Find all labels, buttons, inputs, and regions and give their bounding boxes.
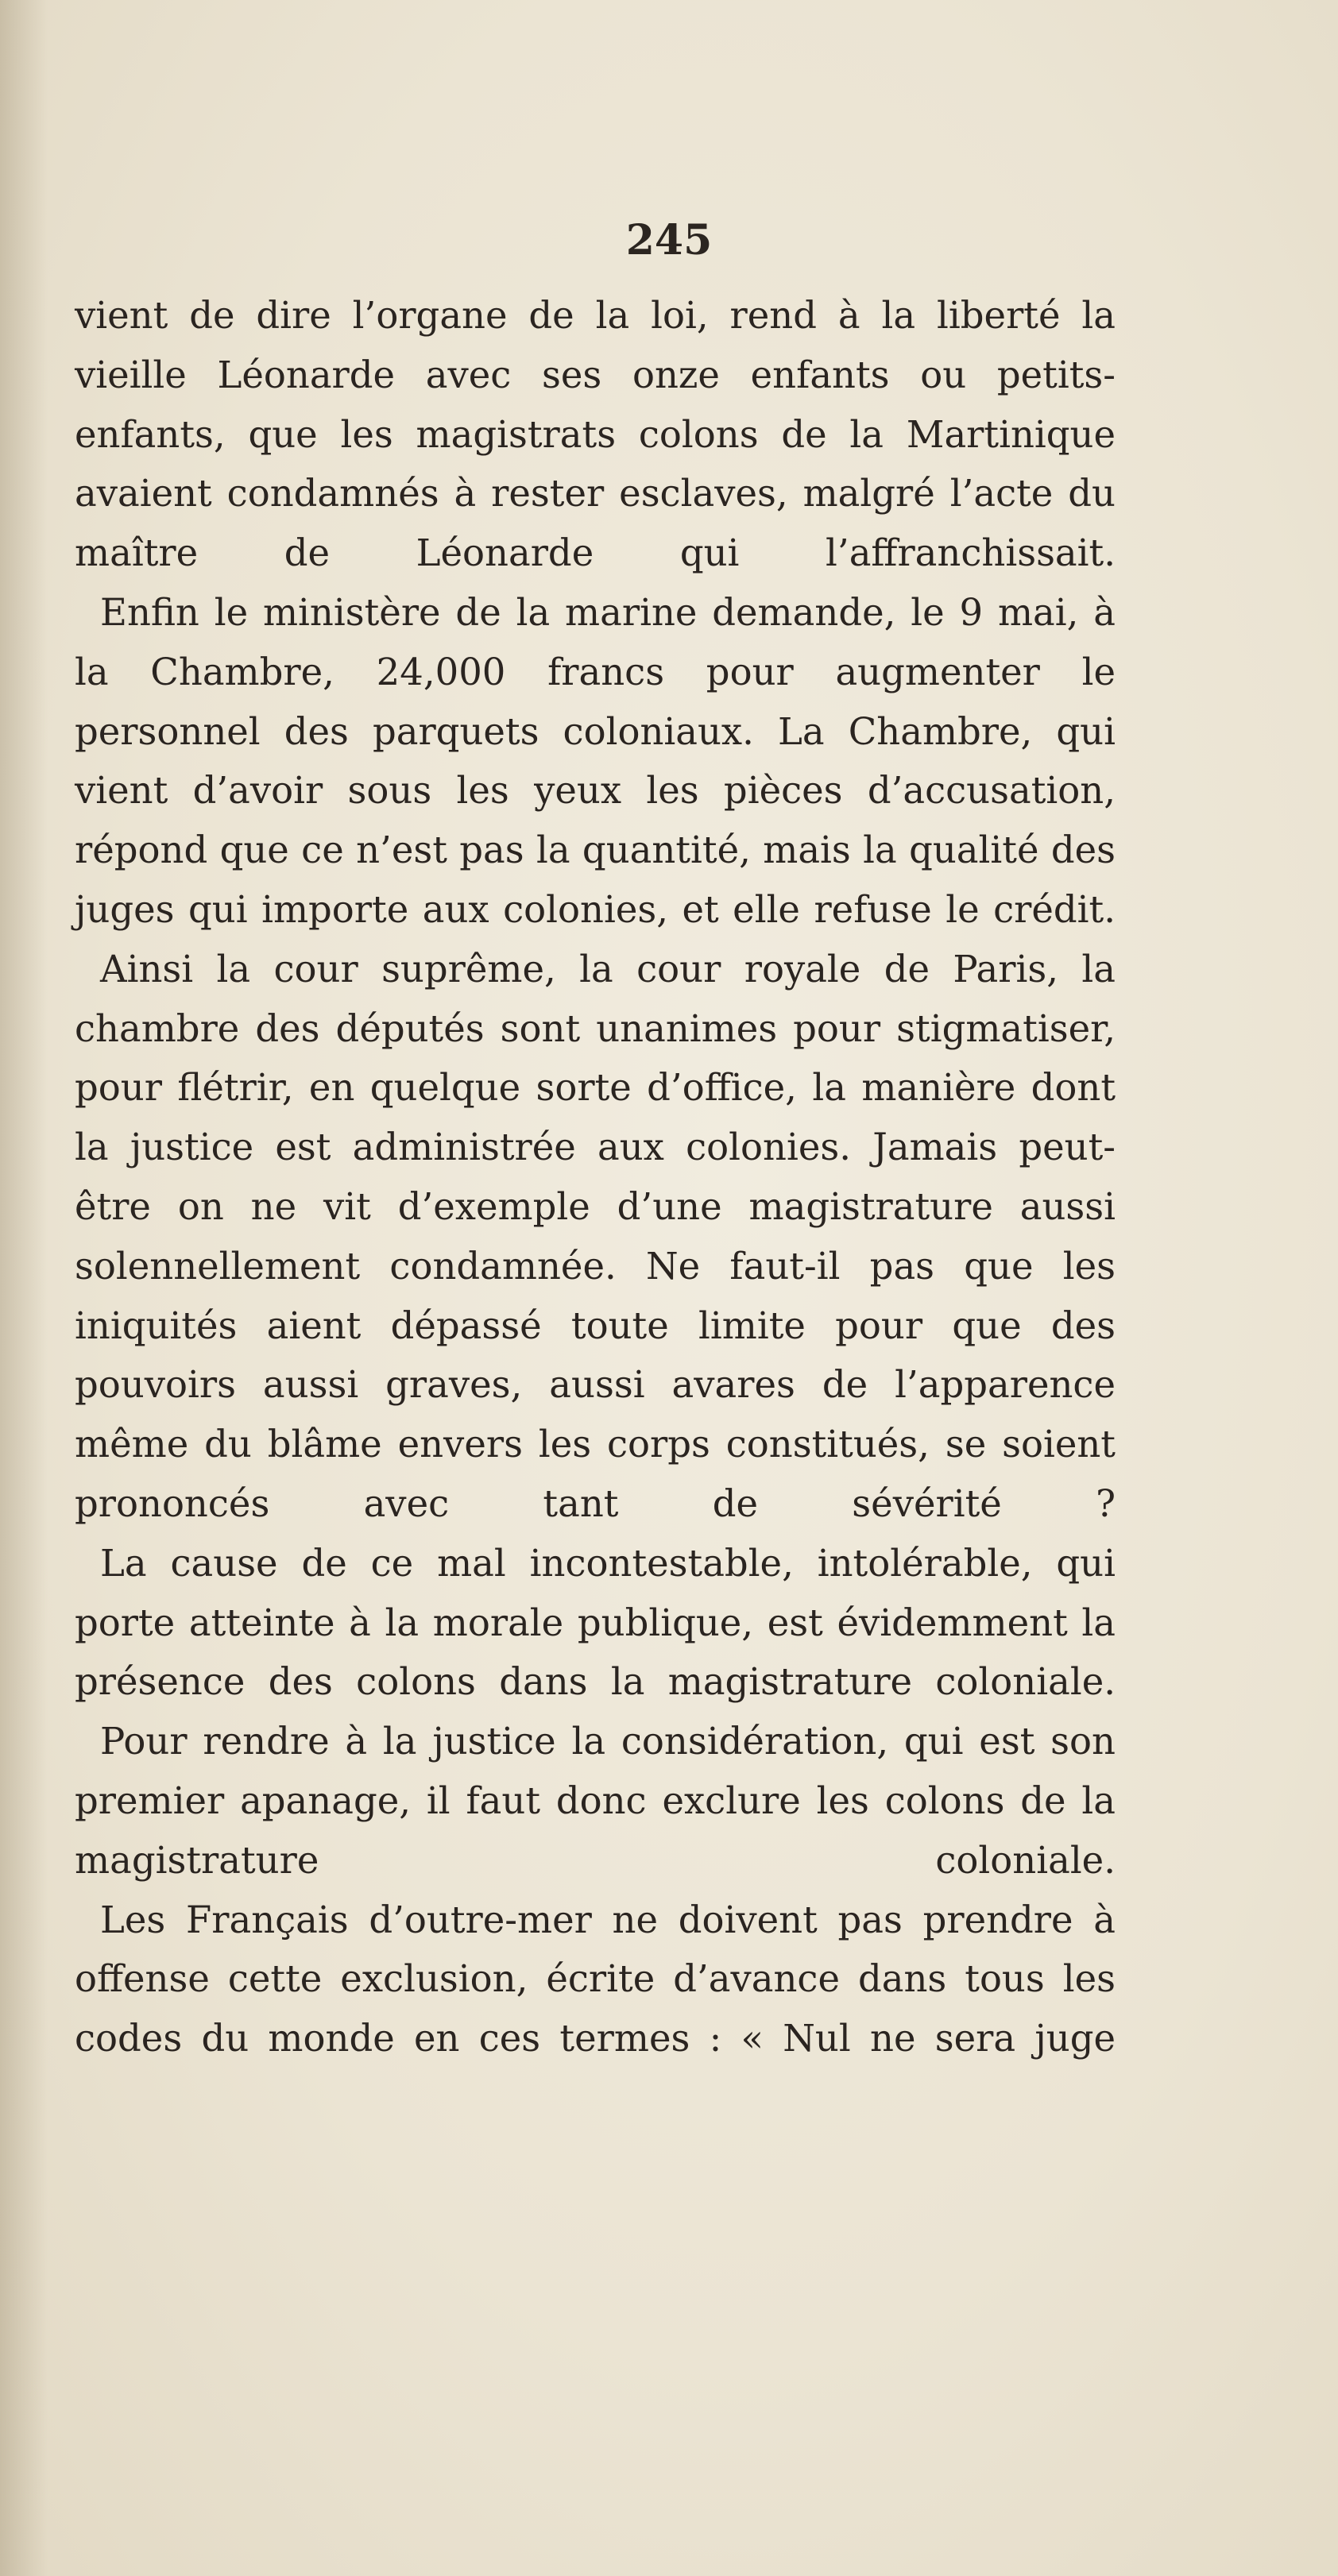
page-number: 245 [625,216,713,265]
paragraph-2: Enfin le ministère de la marine demande, le 9 mai, à la Chambre, 24,000 francs pour augmenter le personnel des parquets coloniaux. La Chambre, qui vient d’avoir sous les yeux les pièces d’accusation, répond que ce n’est pas la quantité, mais la qualité des juges qui importe aux colonies, et elle refuse le crédit. [75,590,1116,931]
gutter-shadow [0,0,48,2576]
paragraph-1: vient de dire l’organe de la loi, rend à la liberté la vieille Léonarde avec ses onze enfants ou petits-enfants, que les magistrats colons de la Martinique avaient condamnés à rester esclaves, malgré l’acte du maître de Léonarde qui l’affranchissait. [75,294,1116,575]
paragraph-6: Les Français d’outre-mer ne doivent pas prendre à offense cette exclusion, écrite d’avance dans tous les codes du monde en ces termes : « Nul ne sera juge [75,1898,1116,2060]
paragraph-3: Ainsi la cour suprême, la cour royale de Paris, la chambre des députés sont unanimes pour stigmatiser, pour flétrir, en quelque sorte d’office, la manière dont la justice est administrée aux colonies. Jamais peut-être on ne vit d’exemple d’une magistrature aussi solennellement condamnée. Ne faut-il pas que les iniquités aient dépassé toute limite pour que des pouvoirs aussi graves, aussi avares de l’apparence même du blâme envers les corps constitués, se soient prononcés avec tant de sévérité ? [75,947,1116,1525]
body-text [75,286,1116,2068]
paragraph-4: La cause de ce mal incontestable, intolérable, qui porte atteinte à la morale publique, est évidemment la présence des colons dans la magistrature coloniale. [75,1541,1116,1704]
paragraph-5: Pour rendre à la justice la considération, qui est son premier apanage, il faut donc exclure les colons de la magistrature coloniale. [75,1720,1116,1882]
